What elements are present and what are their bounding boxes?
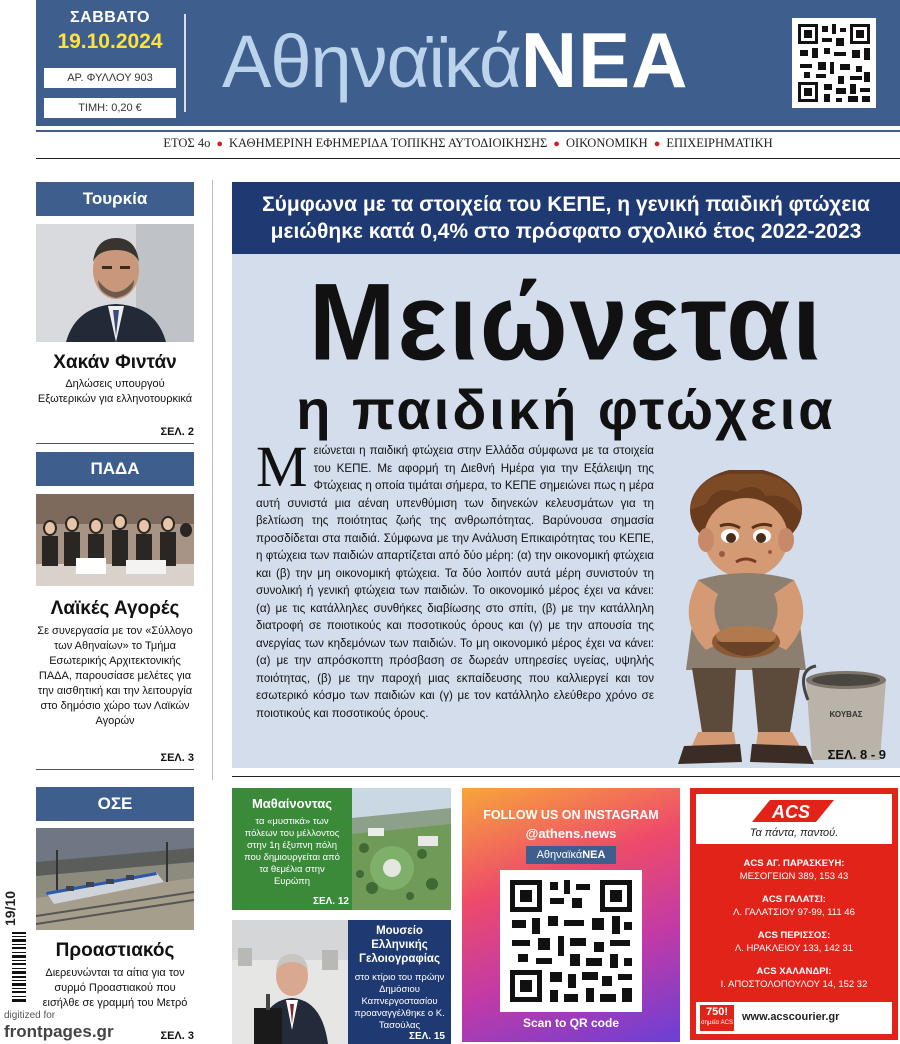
tasoulas-photo [232,920,348,1044]
museum-title: Μουσείο Ελληνικής Γελοιογραφίας [359,925,440,965]
acs-brand: ACS [772,802,811,822]
page-ref-suburban[interactable]: ΣΕΛ. 3 [160,1030,194,1042]
price: ΤΙΜΗ: 0,20 € [44,98,176,118]
issue-date: 19.10.2024 [57,30,163,53]
section-header-pada[interactable]: ΠΑΔΑ [36,452,194,486]
lead-rule-bottom [232,776,900,777]
weekday: ΣΑΒΒΑΤΟ [70,9,150,26]
acs-badge-text: σημεία ACS [701,1020,733,1026]
tile-smart-city[interactable] [232,788,451,910]
page-ref-fidan[interactable]: ΣΕΛ. 2 [160,426,194,438]
smart-city-text [232,788,352,910]
bullet-icon: ● [216,138,223,150]
newspaper-logo[interactable] [222,12,688,108]
instagram-promo[interactable] [462,788,680,1042]
instagram-handle[interactable]: @athens.news [525,826,617,841]
lead-body-text: ειώνεται η παιδική φτώχεια στην Ελλάδα σύμφωνα με τα στοιχεία του ΚΕΠΕ. Με αφορμή τη Διεθνή Ημέρα για την Εξάλειψη της Φτώχειας η οποία τιμάται σήμερα, το ΚΕΠΕ σημειώνει πως η μέρα αυτή συνιστά μια αέναη υπενθύμιση των διηνεκών κελευσμάτων για τη βελτίωση της ποιότητας ζωής της ανθρωπότητας. Βαρύνουσα σημασία προσδίδεται στα παιδιά. Σύμφωνα με την Ανάλυση Επικαιρότητας του ΚΕΠΕ, η φτώχεια των παιδιών απαρτίζεται από δύο μέρη: (α) την οικονομική φτώχεια και (β) την μη οικονομική φτώχεια. Τα δύο λοιπόν αυτά μέρη συνιστούν τη συνολική ή γενική φτώχεια των παιδιών. Το οικονομικό μέρος έχει να κάνει: (α) με τις κατάλληλες συνθήκες διαβίωσης στο σπίτι, (β) με την κατάλληλη διατροφή σε ποιοτικούς και ποσοτικούς όρους και (γ) με την απουσία της ανεργίας των κηδεμόνων των παιδιών. Το μη οικονομικό μέρος έχει να κάνει: (α) με την απρόσκοπτη πρόσβαση σε δωρεάν υπηρεσίες υγείας, υψηλής ποιότητας, (β) με την παροχή μιας εκπαίδευσης που καλλιεργεί και τον εσωτερικό κόσμο των παιδιών και (γ) με τον κατάλληλο ελεύθερο χρόνο σε ποιοτικούς και ποσοτικούς όρους. [256,444,654,720]
acs-store-1-name: ACS ΓΑΛΑΤΣΙ: [762,894,826,905]
masthead [36,0,900,126]
museum-summary: στο κτίριο του πρώην Δημόσιου Καπνεργοστασίου προαναγγέλθηκε ο Κ. Τασούλας [354,972,445,1031]
acs-store-0-name: ACS ΑΓ. ΠΑΡΑΣΚΕΥΗ: [743,858,845,869]
acs-advert[interactable] [690,788,898,1040]
qr-code-icon[interactable] [792,18,876,108]
sidebar-separator [36,769,194,770]
lead-kicker[interactable]: Σύμφωνα με τα στοιχεία του ΚΕΠΕ, η γενική παιδική φτώχεια μειώθηκε κατά 0,4% στο πρόσφατο σχολικό έτος 2022-2023 [232,182,900,254]
lead-dropcap: Μ [256,434,308,499]
child-illustration [636,470,896,770]
sidebar-separator [36,443,194,444]
strap-business: ΕΠΙΧΕΙΡΗΜΑΤΙΚΗ [666,136,773,150]
date-block [36,0,184,126]
strap-rule-bottom [36,158,900,159]
photo-pada-group[interactable] [36,494,194,586]
tile-cartoon-museum[interactable] [232,920,451,1044]
acs-store-0-addr: ΜΕΣΟΓΕΙΩΝ 389, 153 43 [739,871,849,882]
story-title-suburban[interactable]: Προαστιακός [55,940,175,961]
logo-bold-part: ΝΕΑ [520,16,689,104]
acs-store-2-addr: Λ. ΗΡΑΚΛΕΙΟΥ 133, 142 31 [734,943,854,954]
lead-headline-sub[interactable]: η παιδική φτώχεια [296,378,836,441]
strap-economic: ΟΙΚΟΝΟΜΙΚΗ [565,136,648,150]
acs-store-3-addr: Ι. ΑΠΟΣΤΟΛΟΠΟΥΛΟΥ 14, 152 32 [720,979,868,990]
page-ref-museum[interactable]: ΣΕΛ. 15 [408,1031,445,1042]
story-summary-markets: Σε συνεργασία με τον «Σύλλογο των Αθηναίων» το Τμήμα Εσωτερικής Αρχιτεκτονικής ΠΑΔΑ, παρουσίασε μελέτες για την αισθητική και την λειτουργία στο δημόσιο χώρο των Λαϊκών Αγορών [37,625,193,727]
digitized-label: digitized for [4,1010,56,1021]
bucket-label: ΚΟΥΒΑΣ [829,710,863,719]
page-ref-lead[interactable]: ΣΕΛ. 8 - 9 [827,747,886,762]
acs-url[interactable]: www.acscourier.gr [742,1011,840,1023]
smart-city-title: Μαθαίνοντας [251,796,333,811]
acs-store-2-name: ACS ΠΕΡΙΣΣΟΣ: [757,930,831,941]
logo-light-part: Αθηναϊκά [222,20,521,103]
page-ref-smart-city[interactable]: ΣΕΛ. 12 [312,896,349,907]
section-header-ose[interactable]: ΟΣΕ [36,787,194,821]
strap-year: ΕΤΟΣ 4ο [163,136,211,150]
acs-inner [696,794,892,844]
instagram-follow: FOLLOW US ON INSTAGRAM [483,808,659,822]
photo-suburban-train[interactable] [36,828,194,930]
masthead-divider [184,14,186,112]
story-title-markets[interactable]: Λαϊκές Αγορές [50,598,180,619]
acs-logo [748,798,838,824]
lead-body [256,434,654,722]
instagram-scan-text: Scan to QR code [522,1016,620,1030]
acs-store-1-addr: Λ. ΓΑΛΑΤΣΙΟΥ 97-99, 111 46 [733,907,855,918]
section-header-turkey[interactable]: Τουρκία [36,182,194,216]
story-summary-fidan: Δηλώσεις υπουργού Εξωτερικών για ελληνοτουρκικά [37,378,193,405]
issue-number: ΑΡ. ΦΥΛΛΟΥ 903 [44,68,176,88]
page-ref-markets[interactable]: ΣΕΛ. 3 [160,752,194,764]
acs-footer [696,1002,892,1034]
strap-desc: ΚΑΘΗΜΕΡΙΝΗ ΕΦΗΜΕΡΙΔΑ ΤΟΠΙΚΗΣ ΑΥΤΟΔΙΟΙΚΗΣΗΣ [229,136,548,150]
column-rule [212,180,213,780]
acs-badge-number: 750! [705,1006,729,1018]
bullet-icon: ● [553,138,560,150]
strap-line [36,136,900,154]
barcode-icon [10,930,28,1004]
bullet-icon: ● [653,138,661,150]
lead-headline-main[interactable]: Μειώνεται [308,262,824,384]
strap-rule-top [36,130,900,132]
side-date-vertical: 19/10 [2,890,18,926]
instagram-qr-icon[interactable] [500,870,642,1012]
promo-logo-bold: ΝΕΑ [582,849,606,861]
story-title-fidan[interactable]: Χακάν Φιντάν [53,352,177,373]
story-summary-suburban: Διερευνώνται τα αίτια για τον συρμό Προαστιακού που εισήλθε σε γραμμή του Μετρό [42,967,188,1009]
acs-slogan: Τα πάντα, παντού. [749,827,839,839]
photo-fidan[interactable] [36,224,194,342]
acs-badge [700,1005,734,1031]
promo-logo-light: Αθηναϊκά [536,849,583,861]
instagram-logo [526,846,616,864]
acs-store-3-name: ACS ΧΑΛΑΝΔΡΙ: [756,966,832,977]
smart-city-summary: τα «μυστικά» των πόλεων του μέλλοντος στην 1η έξυπνη πόλη που δημιουργείται από τα θεμέλια στην Ευρώπη [244,816,340,887]
site-watermark[interactable]: frontpages.gr [4,1022,114,1041]
